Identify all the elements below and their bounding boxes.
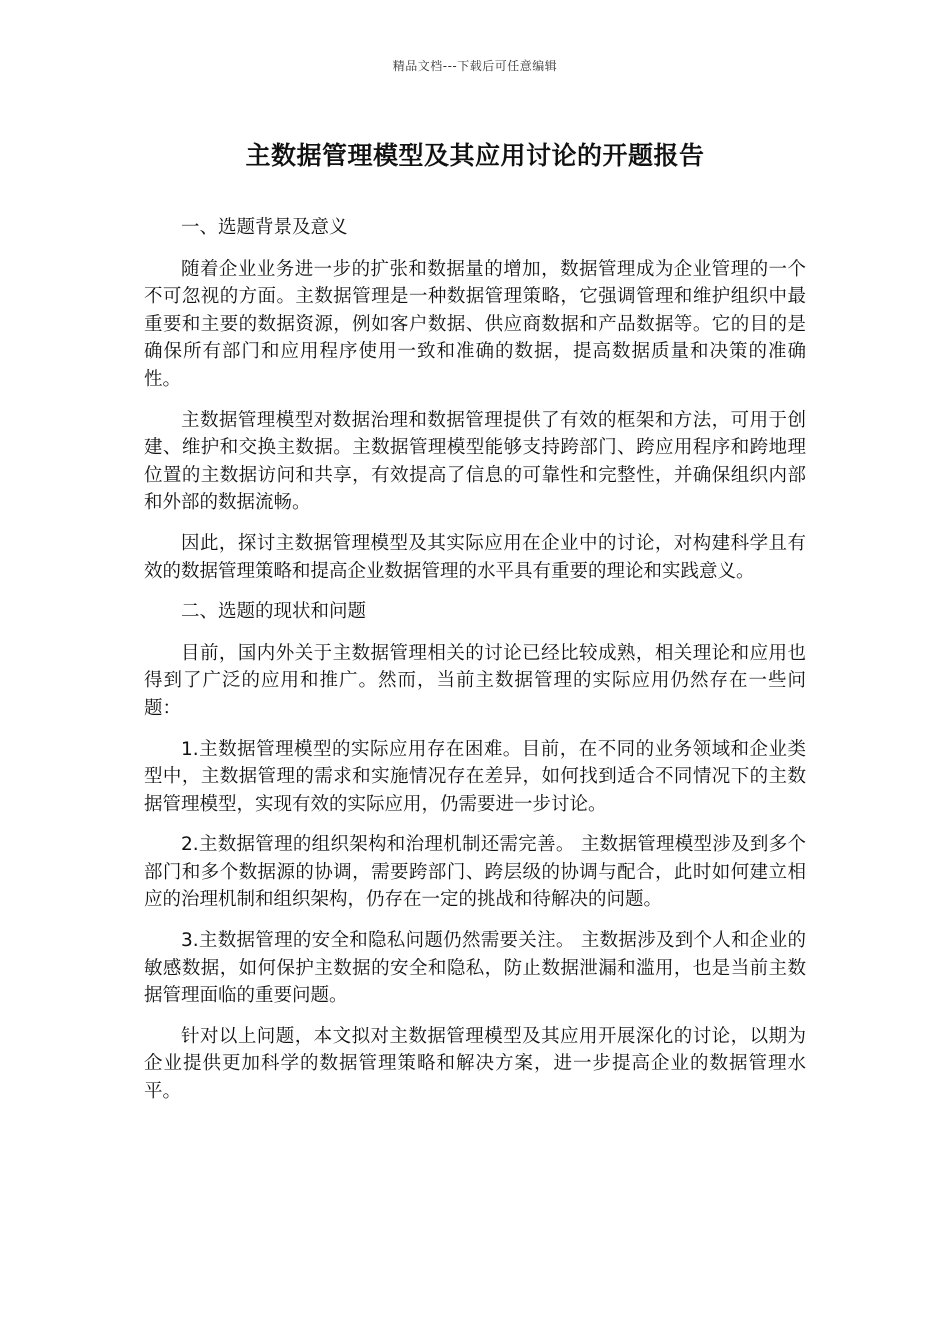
paragraph: 主数据管理模型对数据治理和数据管理提供了有效的框架和方法，可用于创建、维护和交换主数据。主数据管理模型能够支持跨部门、跨应用程序和跨地理位置的主数据访问和共享，有效提高了信息的可靠性和完整性，并确保组织内部和外部的数据流畅。	[144, 409, 806, 514]
paragraph-numbered-item: 1.主数据管理模型的实际应用存在困难。目前，在不同的业务领域和企业类型中，主数据管理的需求和实施情况存在差异，如何找到适合不同情况下的主数据管理模型，实现有效的实际应用，仍需要进一步讨论。	[144, 738, 806, 815]
paragraph: 因此，探讨主数据管理模型及其实际应用在企业中的讨论，对构建科学且有效的数据管理策略和提高企业数据管理的水平具有重要的理论和实践意义。	[144, 532, 806, 582]
page-header-watermark: 精品文档---下载后可任意编辑	[392, 59, 558, 73]
section-heading-background: 一、选题背景及意义	[181, 217, 348, 238]
document-body	[144, 214, 806, 1119]
section-heading-status: 二、选题的现状和问题	[181, 601, 367, 623]
document-title: 主数据管理模型及其应用讨论的开题报告	[245, 141, 705, 170]
paragraph-numbered-item: 2.主数据管理的组织架构和治理机制还需完善。 主数据管理模型涉及到多个部门和多个数据源的协调，需要跨部门、跨层级的协调与配合，此时如何建立相应的治理机制和组织架构，仍存在一定的挑战和待解决的问题。	[144, 834, 806, 911]
paragraph-numbered-item: 3.主数据管理的安全和隐私问题仍然需要关注。 主数据涉及到个人和企业的敏感数据，如何保护主数据的安全和隐私，防止数据泄漏和滥用，也是当前主数据管理面临的重要问题。	[144, 930, 806, 1007]
paragraph: 随着企业业务进一步的扩张和数据量的增加，数据管理成为企业管理的一个不可忽视的方面。主数据管理是一种数据管理策略，它强调管理和维护组织中最重要和主要的数据资源，例如客户数据、供应商数据和产品数据等。它的目的是确保所有部门和应用程序使用一致和准确的数据，提高数据质量和决策的准确性。	[144, 258, 806, 390]
paragraph: 针对以上问题，本文拟对主数据管理模型及其应用开展深化的讨论，以期为企业提供更加科学的数据管理策略和解决方案，进一步提高企业的数据管理水平。	[144, 1025, 806, 1103]
paragraph: 目前，国内外关于主数据管理相关的讨论已经比较成熟，相关理论和应用也得到了广泛的应用和推广。然而，当前主数据管理的实际应用仍然存在一些问题：	[144, 642, 806, 719]
